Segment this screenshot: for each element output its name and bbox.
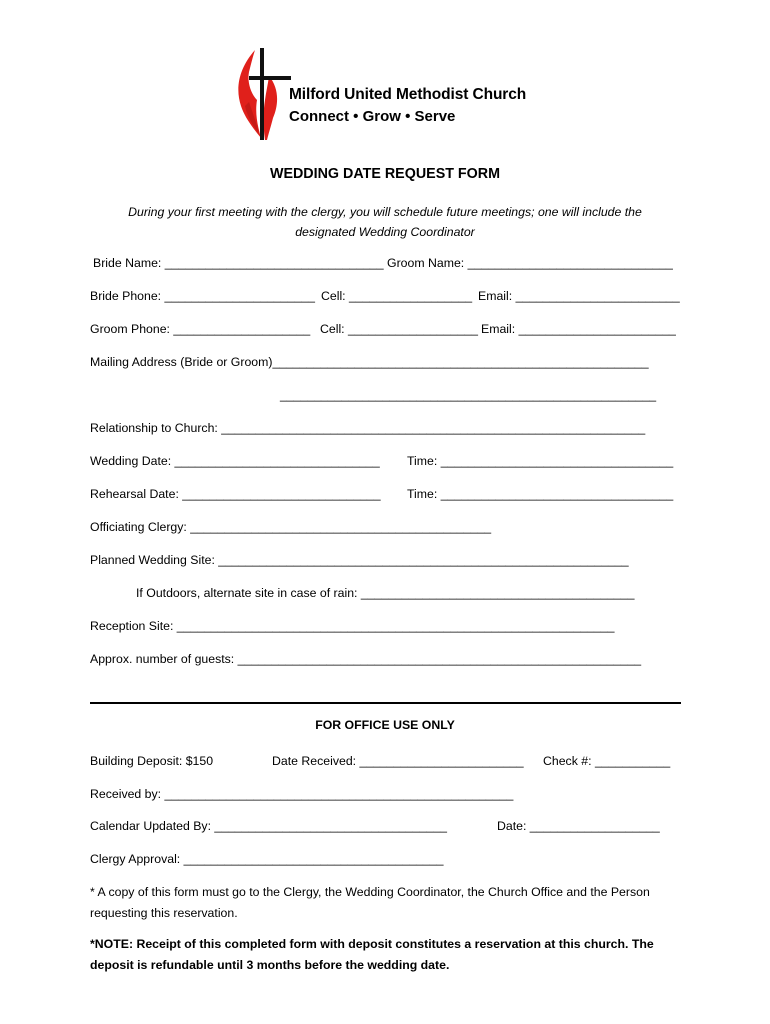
groom-phone-field[interactable]: Groom Phone: ____________________ (90, 322, 311, 336)
rehearsal-date-field[interactable]: Rehearsal Date: _____________________________ (90, 487, 381, 501)
wedding-time-field[interactable]: Time: __________________________________ (407, 454, 674, 468)
officiating-clergy-field[interactable]: Officiating Clergy: ____________________________________________ (90, 520, 492, 534)
copy-note: * A copy of this form must go to the Clergy, the Wedding Coordinator, the Church Office and the Person requesting this reservation. (90, 885, 650, 920)
bride-email-field[interactable]: Email: ________________________ (478, 289, 680, 303)
form-title: WEDDING DATE REQUEST FORM (269, 166, 501, 182)
relationship-field[interactable]: Relationship to Church: ______________________________________________________________ (90, 421, 646, 435)
date-received-field[interactable]: Date Received: ________________________ (272, 754, 524, 768)
calendar-updated-field[interactable]: Calendar Updated By: __________________________________ (90, 819, 447, 833)
org-name: Milford United Methodist Church (289, 86, 527, 103)
bride-name-field[interactable]: Bride Name: ________________________________ (93, 256, 384, 270)
form-intro: During your first meeting with the clergy, you will schedule future meetings; one will include the designated Wedding Coordinator (128, 205, 642, 239)
bride-phone-field[interactable]: Bride Phone: ______________________ (90, 289, 315, 303)
org-tagline: Connect • Grow • Serve (289, 108, 456, 125)
section-divider (90, 702, 681, 704)
mailing-address-line2-field[interactable]: _______________________________________________________ (280, 388, 657, 402)
groom-email-field[interactable]: Email: _______________________ (481, 322, 676, 336)
office-date-field[interactable]: Date: ___________________ (497, 819, 660, 833)
mailing-address-field[interactable]: Mailing Address (Bride or Groom)_______________________________________________________ (90, 355, 649, 369)
building-deposit-label: Building Deposit: $150 (90, 754, 214, 768)
office-use-heading: FOR OFFICE USE ONLY (315, 718, 455, 732)
clergy-approval-field[interactable]: Clergy Approval: ______________________________________ (90, 852, 444, 866)
reception-site-field[interactable]: Reception Site: ________________________________________________________________ (90, 619, 615, 633)
planned-site-field[interactable]: Planned Wedding Site: ____________________________________________________________ (90, 553, 629, 567)
groom-cell-field[interactable]: Cell: ___________________ (320, 322, 478, 336)
groom-name-field[interactable]: Groom Name: ______________________________ (387, 256, 673, 270)
check-number-field[interactable]: Check #: ___________ (543, 754, 671, 768)
guest-count-field[interactable]: Approx. number of guests: ___________________________________________________________ (90, 652, 642, 666)
deposit-note: *NOTE: Receipt of this completed form with deposit constitutes a reservation at this church. The deposit is refundable until 3 months before the wedding date. (90, 937, 654, 972)
bride-cell-field[interactable]: Cell: __________________ (321, 289, 473, 303)
cross-and-flame-icon (235, 46, 295, 142)
wedding-date-field[interactable]: Wedding Date: ______________________________ (90, 454, 380, 468)
received-by-field[interactable]: Received by: ___________________________________________________ (90, 787, 514, 801)
alternate-site-field[interactable]: If Outdoors, alternate site in case of rain: ________________________________________ (136, 586, 635, 600)
rehearsal-time-field[interactable]: Time: __________________________________ (407, 487, 674, 501)
